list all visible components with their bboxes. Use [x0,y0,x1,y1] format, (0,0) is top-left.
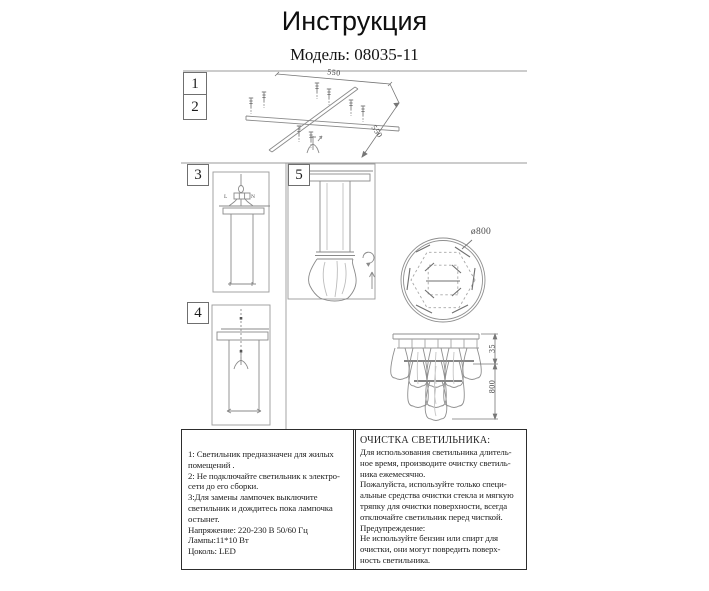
info-divider [353,430,356,569]
cleaning-instructions [360,434,514,566]
instruction-line: 1: Светильник предназначен для жилых [188,449,334,459]
cleaning-line: ника ежемесячно. [360,468,426,479]
cleaning-line: Пожалуйста, используйте только специ- [360,479,507,490]
instruction-line: 3:Для замены лампочек выключите [188,492,318,503]
frame-lines [181,71,527,429]
mounting-diagram [217,309,269,413]
wiring-diagram [219,174,270,286]
dim-label-bracket-width: 550 [326,67,342,78]
wire-label-n: N [251,194,255,200]
dim-label-canopy-height: 35 [487,344,497,353]
shade-install-diagram [303,171,375,301]
instruction-line: светильник и дождитесь пока лампочка [188,502,333,513]
instruction-line: Цоколь: LED [188,546,236,557]
top-view-diagram [401,238,485,322]
info-panel [181,429,527,570]
instruction-line: Лампы:11*10 Вт [188,535,249,546]
instruction-line: остынет. [188,513,220,524]
cleaning-line: ное время, производите очистку светиль- [360,457,511,468]
step-1-number: 1 [183,72,207,97]
cleaning-line: Для использования светильника длитель- [360,447,512,457]
cleaning-line: Не используйте бензин или спирт для [360,533,498,544]
model-label: Модель: 08035-11 [290,45,419,64]
instruction-line: сети до его сборки. [188,481,259,492]
page-title: Инструкция [281,6,428,36]
side-view-diagram [391,334,498,421]
cleaning-line: Предупреждение: [360,522,426,533]
cleaning-line: альные средства очистки стекла и мягкую [360,490,514,501]
cleaning-line: ность светильника. [360,554,431,565]
step-2-number: 2 [183,94,207,120]
dim-label-bracket-depth: 550 [369,123,385,140]
instruction-line: Напряжение: 220-230 В 50/60 Гц [188,524,308,535]
usage-instructions [188,449,340,557]
cleaning-line: отключайте светильник перед чисткой. [360,511,503,522]
step-4-number: 4 [187,302,209,324]
cleaning-line: очистки, они могут повредить поверх- [360,544,501,555]
bracket-diagram [246,72,399,157]
instruction-line: помещений . [188,459,235,470]
cleaning-line: тряпку для очистки поверхности, всегда [360,500,508,511]
dim-label-total-height: 800 [487,379,497,394]
instruction-line: 2: Не подключайте светильник к электро- [188,470,340,481]
step-3-number: 3 [187,164,209,186]
cleaning-heading: ОЧИСТКА СВЕТИЛЬНИКА: [360,435,491,446]
step-5-number: 5 [288,164,310,186]
wire-label-l: L [224,194,228,200]
dim-label-diameter: ø800 [470,227,492,237]
